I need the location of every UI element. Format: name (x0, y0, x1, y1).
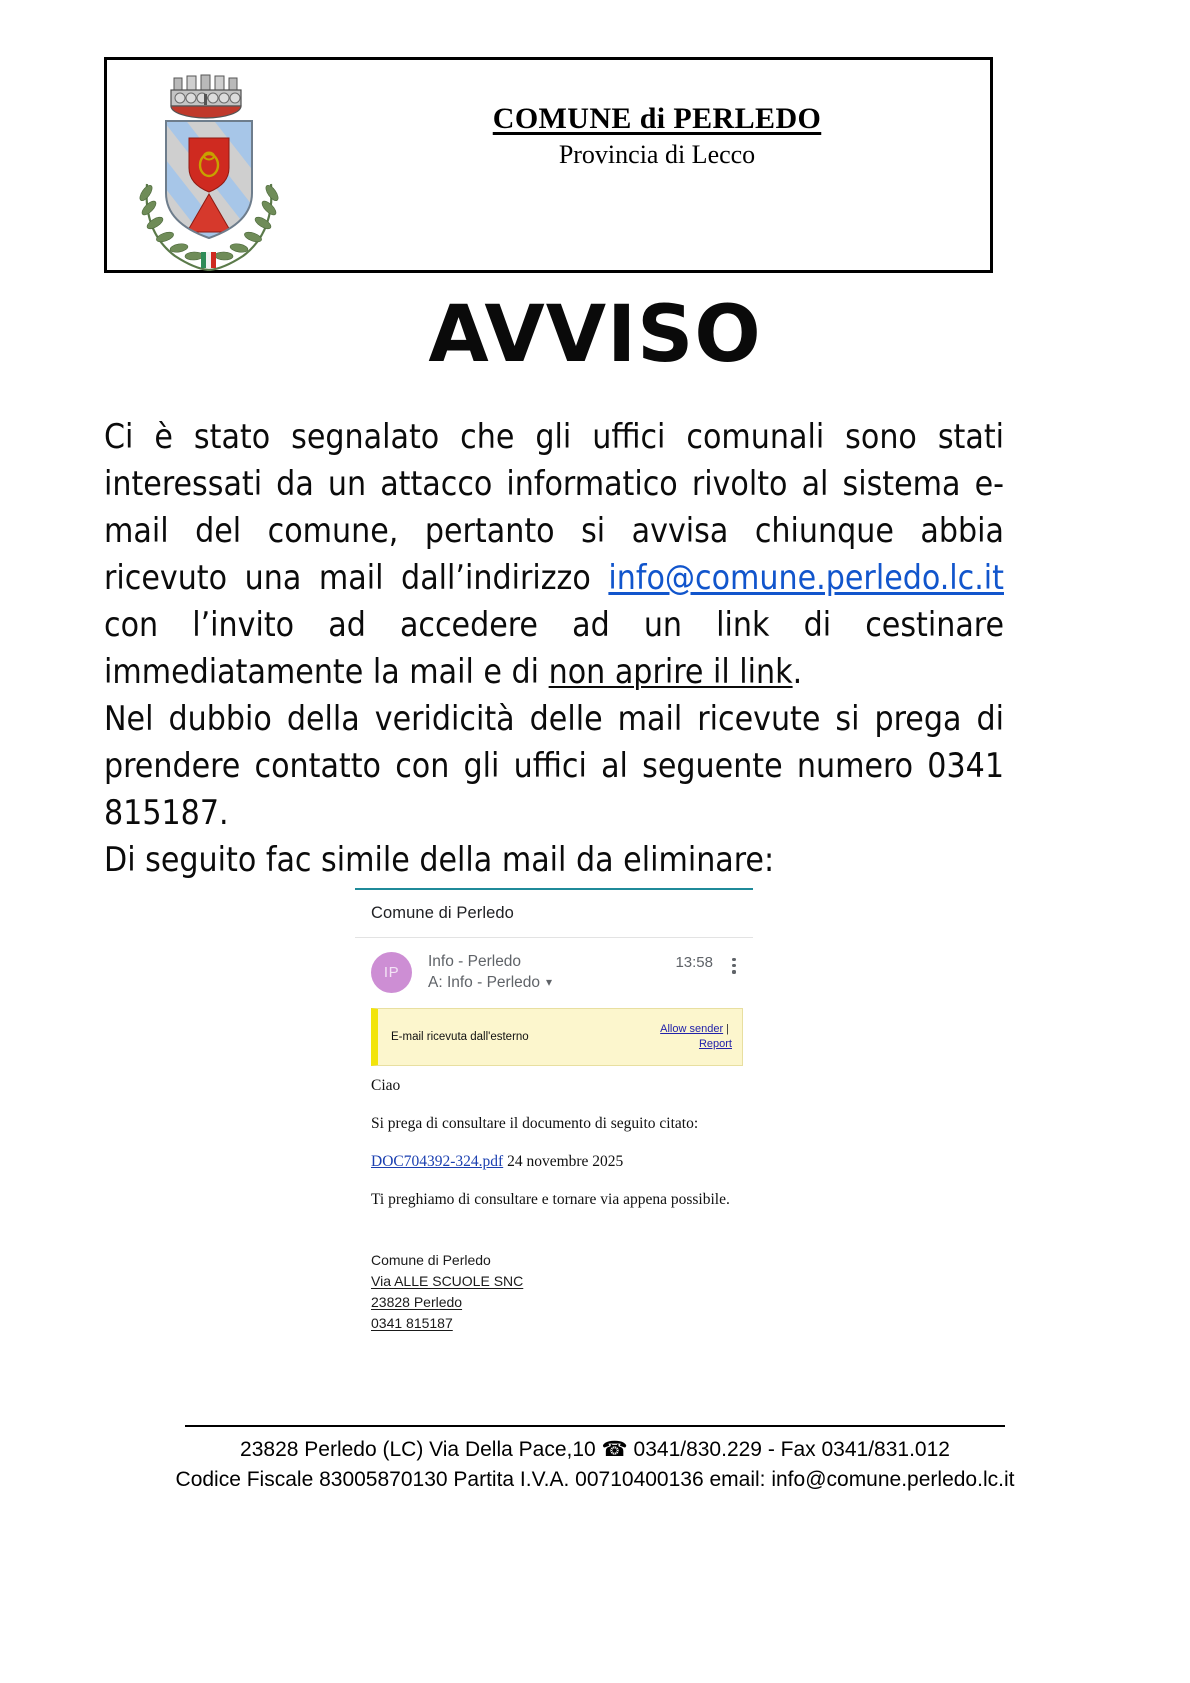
email-recipient: A: Info - Perledo (428, 974, 541, 991)
attachment-link[interactable]: DOC704392-324.pdf (371, 1153, 504, 1170)
email-link[interactable]: info@comune.perledo.lc.it (608, 558, 1004, 597)
email-body-line-1: Si prega di consultare il documento di seguito citato: (371, 1115, 699, 1132)
coat-of-arms-icon (125, 66, 295, 271)
paragraph-1 (104, 413, 1004, 695)
footer-divider (185, 1425, 1005, 1427)
email-sender: Info - Perledo (428, 953, 522, 970)
email-greeting: Ciao (371, 1077, 401, 1094)
signature-line-2: 23828 Perledo (371, 1294, 463, 1310)
email-attachment-row (371, 1152, 739, 1172)
footer-line-2: Codice Fiscale 83005870130 Partita I.V.A. 00710400136 email: info@comune.perledo.lc.it (175, 1468, 1015, 1491)
external-email-warning-banner (371, 1008, 743, 1066)
email-header-row (355, 938, 753, 1004)
signature-line-0: Comune di Perledo (371, 1252, 491, 1268)
email-signature (355, 1232, 753, 1344)
email-body-line-2: Ti preghiamo di consultare e tornare via appena possibile. (371, 1191, 730, 1208)
allow-sender-link[interactable]: Allow sender (660, 1023, 724, 1035)
kebab-menu-icon[interactable] (723, 952, 745, 974)
paragraph-1-emphasis: non aprire il link (548, 652, 793, 691)
avatar: IP (371, 952, 412, 993)
email-screenshot (355, 888, 753, 1344)
municipality-title: COMUNE di PERLEDO (492, 102, 822, 135)
warning-text: E-mail ricevuta dall'esterno (391, 1031, 529, 1043)
email-recipient-row[interactable] (428, 972, 675, 994)
letterhead-text (337, 102, 977, 170)
email-subject: Comune di Perledo (355, 890, 753, 938)
warning-action-separator: | (726, 1023, 729, 1035)
email-body (355, 1066, 753, 1210)
paragraph-3: Di seguito fac simile della mail da eliminare: (104, 840, 775, 879)
province-subtitle: Provincia di Lecco (558, 140, 756, 169)
footer-line-1: 23828 Perledo (LC) Via Della Pace,10 ☎ 0341/830.229 - Fax 0341/831.012 (240, 1438, 950, 1461)
paragraph-1-part-b: con l’invito ad accedere ad un link di cestinare immediatamente la mail e di (104, 605, 1004, 691)
signature-line-3: 0341 815187 (371, 1315, 453, 1331)
signature-line-1: Via ALLE SCUOLE SNC (371, 1273, 524, 1289)
notice-body (104, 413, 1004, 883)
letterhead-box (104, 57, 993, 273)
paragraph-1-part-a: Ci è stato segnalato che gli uffici comunali sono stati interessati da un attacco informatico rivolto al sistema e-mail del comune, pertanto si avvisa chiunque abbia ricevuto una mail dall’indirizzo (104, 417, 1004, 597)
warning-actions (660, 1022, 732, 1052)
page-title: AVVISO (428, 290, 762, 380)
page-footer (0, 1425, 1190, 1495)
email-time: 13:58 (675, 954, 713, 971)
email-participants (428, 952, 675, 994)
attachment-date: 24 novembre 2025 (503, 1153, 624, 1170)
chevron-down-icon[interactable]: ▾ (546, 975, 553, 989)
paragraph-1-part-c: . (792, 652, 803, 691)
paragraph-2: Nel dubbio della veridicità delle mail ricevute si prega di prendere contatto con gli uffici al seguente numero 0341 815187. (104, 699, 1004, 832)
report-link[interactable]: Report (698, 1038, 732, 1050)
